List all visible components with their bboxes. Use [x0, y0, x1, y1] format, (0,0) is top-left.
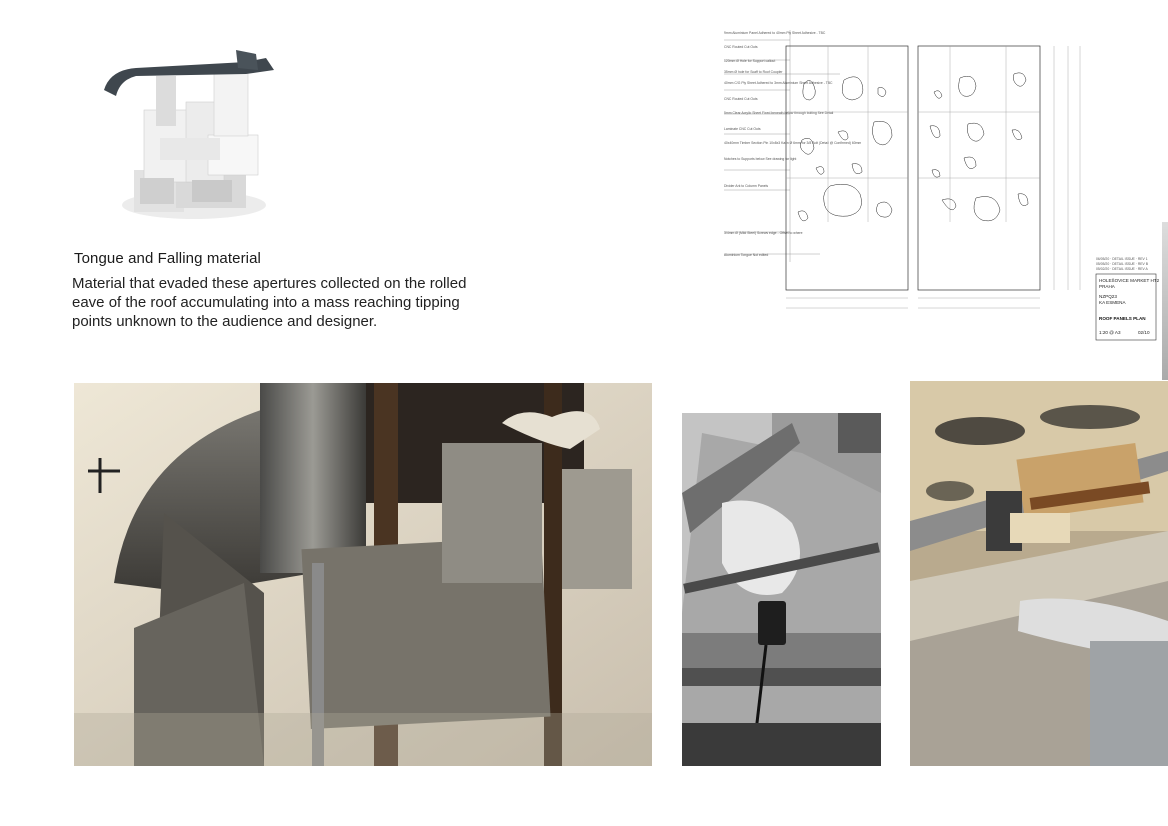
svg-text:05/05/20 · DETAIL ISSUE · REV: 05/05/20 · DETAIL ISSUE · REV B	[1096, 262, 1149, 266]
svg-text:HOLEŠOVICE MARKET HT2: HOLEŠOVICE MARKET HT2	[1099, 278, 1160, 283]
section-body-text: Material that evaded these apertures collected on the rolled eave of the roof accumulating into a mass reaching tipping points unknown to the audience and designer.	[72, 275, 467, 330]
annotation: Laminate CNC Cut Outs	[724, 127, 761, 131]
svg-text:05/02/20 · DETAIL ISSUE · REV: 05/02/20 · DETAIL ISSUE · REV A	[1096, 267, 1148, 271]
annotation: 40mm C/G Ply Sheet Adhered to 3mm Aluminium Sheet Adhesive - TBC	[724, 81, 833, 85]
page-edge-strip	[1162, 222, 1168, 380]
svg-text:KA ESMENA: KA ESMENA	[1099, 300, 1126, 305]
annotation: CNC Routed Cut Outs	[724, 45, 758, 49]
svg-text:1:20 @ A3: 1:20 @ A3	[1099, 330, 1121, 335]
annotation: Divider Ark to Column Panels	[724, 184, 769, 188]
annotation: Aluminium Tongue Not edited	[724, 253, 769, 257]
mechanism-photo	[682, 413, 881, 766]
installation-photo	[74, 383, 652, 766]
annotation: 9mm Aluminium Panel Adhered to 40mm Ply Sheet Adhesive - TBC	[724, 31, 826, 35]
svg-text:02/10: 02/10	[1138, 330, 1150, 335]
annotation: 40x40mm Timber Section Pin 10x8x3 Kalin Ø 6mm for 3/8 Bolt (Detail @ Confirmed) 60mm	[724, 141, 862, 145]
brush-carriage-photo	[910, 381, 1168, 766]
annotation: CNC Routed Cut Outs	[724, 97, 758, 101]
roof-panels-plan-drawing	[720, 22, 1168, 342]
svg-text:06/05/20 · DETAIL ISSUE · REV: 06/05/20 · DETAIL ISSUE · REV 1	[1096, 257, 1148, 261]
svg-text:PRAHA: PRAHA	[1099, 284, 1115, 289]
annotation: 5mm Clear Acrylic Sheet Fixed beneath below through bolting See Detail	[724, 111, 834, 115]
annotation: 120mm Ø Hole for Support callout	[724, 59, 776, 63]
title-block	[1096, 257, 1160, 340]
annotation: Notches to Supports below See drawing for light	[724, 157, 797, 161]
section-heading: Tongue and Falling material	[74, 250, 261, 267]
annotation: 3/4mm Ø (Mild Steel) Screws edge - Offset to where	[724, 231, 803, 235]
svg-text:NZPQ23: NZPQ23	[1099, 294, 1117, 299]
annotation: 35mm Ø hole for Scaff to Roof Coupler	[724, 70, 783, 74]
roof-model-render	[96, 40, 296, 230]
svg-text:ROOF PANELS PLAN: ROOF PANELS PLAN	[1099, 316, 1146, 321]
